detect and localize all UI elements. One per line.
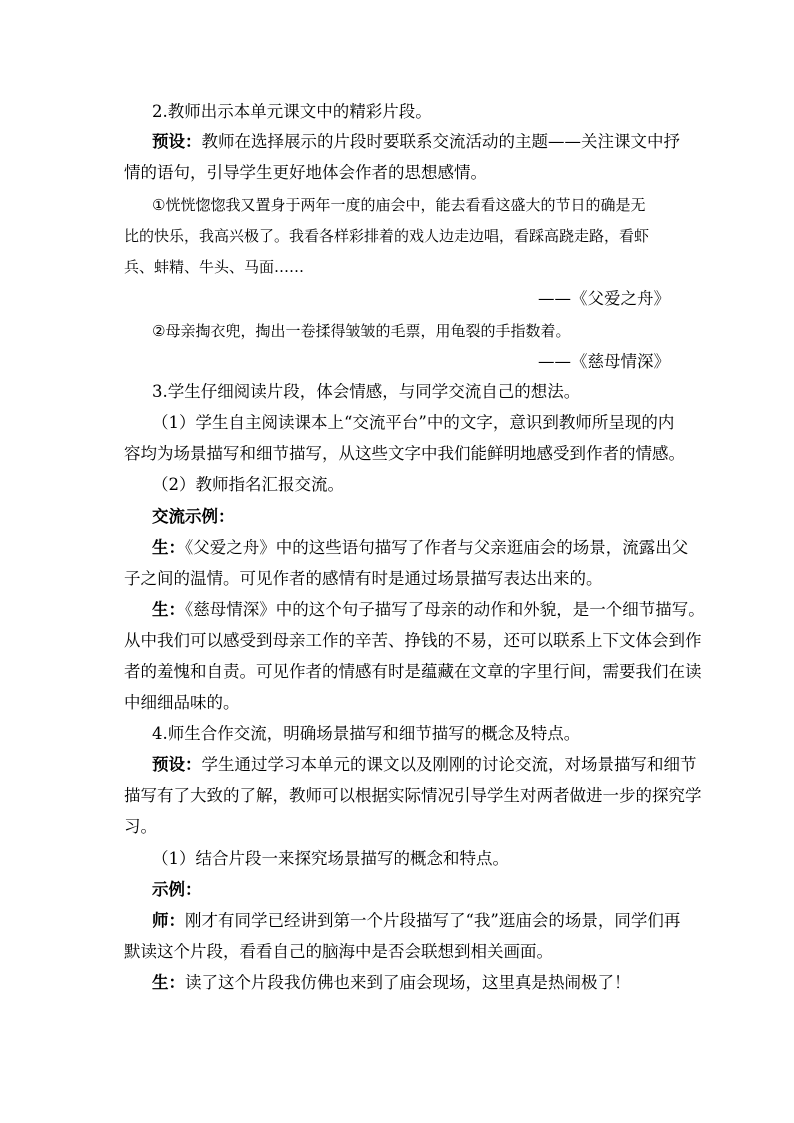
preset-2-line-3: 习。 [124, 817, 157, 836]
excerpt-1-line-1: ①恍恍惚惚我又置身于两年一度的庙会中，能去看看这盛大的节日的确是无 [152, 196, 646, 214]
step-3: 3.学生仔细阅读片段，体会情感，与同学交流自己的想法。 [152, 382, 581, 401]
teacher-line-2: 默读这个片段，看看自己的脑海中是否会联想到相关画面。 [124, 942, 553, 961]
excerpt-2-line-1: ②母亲掏衣兜，掏出一卷揉得皱皱的毛票，用龟裂的手指数着。 [152, 322, 571, 340]
excerpt-2-source: ——《慈母情深》 [538, 352, 670, 371]
student-2-line-4: 中细细品味的。 [124, 693, 240, 712]
student-1-line-1 [152, 537, 688, 559]
preset-label: 预设： [152, 755, 202, 774]
preset-label: 预设： [152, 132, 202, 151]
step-4: 4.师生合作交流，明确场景描写和细节描写的概念及特点。 [152, 724, 581, 743]
step-4-1: （1）结合片段一来探究场景描写的概念和特点。 [152, 849, 509, 868]
step-3-1-line-2: 容均为场景描写和细节描写，从这些文字中我们能鲜明地感受到作者的情感。 [124, 444, 685, 463]
student-1-line-2: 子之间的温情。可见作者的感情有时是通过场景描写表达出来的。 [124, 569, 603, 588]
excerpt-1-source: ——《父爱之舟》 [538, 289, 670, 308]
student-text: 《父爱之舟》中的这些语句描写了作者与父亲逛庙会的场景，流露出父 [185, 538, 689, 557]
student-3-line-1 [152, 972, 631, 994]
step-3-1-line-1: （1）学生自主阅读课本上“交流平台”中的文字，意识到教师所呈现的内 [152, 413, 675, 432]
student-label: 生： [152, 973, 185, 992]
preset-2-line-1 [152, 754, 697, 776]
example-label: 交流示例： [152, 507, 235, 526]
preset-1-line-1 [152, 131, 680, 153]
student-2-line-2: 从中我们可以感受到母亲工作的辛苦、挣钱的不易，还可以联系上下文体会到作 [124, 631, 702, 650]
preset-1-line-2: 情的语句，引导学生更好地体会作者的思想感情。 [124, 163, 487, 182]
student-label: 生： [152, 538, 185, 557]
step-3-2: （2）教师指名汇报交流。 [152, 475, 344, 494]
teacher-label: 师： [152, 911, 185, 930]
example-2-label: 示例： [152, 880, 202, 899]
preset-2-line-2: 描写有了大致的了解，教师可以根据实际情况引导学生对两者做进一步的探究学 [124, 786, 702, 805]
teacher-line-1 [152, 910, 680, 932]
preset-text: 学生通过学习本单元的课文以及刚刚的讨论交流，对场景描写和细节 [201, 755, 697, 774]
student-text: 读了这个片段我仿佛也来到了庙会现场，这里真是热闹极了！ [185, 973, 631, 992]
excerpt-1-line-2: 比的快乐，我高兴极了。我看各样彩排着的戏人边走边唱，看踩高跷走路，看虾 [124, 227, 650, 245]
teacher-text: 刚才有同学已经讲到第一个片段描写了“我”逛庙会的场景，同学们再 [185, 911, 681, 930]
student-label: 生： [152, 600, 185, 619]
step-2: 2.教师出示本单元课文中的精彩片段。 [152, 102, 432, 121]
student-text: 《慈母情深》中的这个句子描写了母亲的动作和外貌，是一个细节描写。 [185, 600, 705, 619]
student-2-line-3: 者的羞愧和自责。可见作者的情感有时是蕴藏在文章的字里行间，需要我们在读 [124, 662, 702, 681]
student-2-line-1 [152, 599, 705, 621]
preset-text: 教师在选择展示的片段时要联系交流活动的主题——关注课文中抒 [201, 132, 680, 151]
excerpt-1-line-3: 兵、蚌精、牛头、马面…… [124, 258, 305, 276]
